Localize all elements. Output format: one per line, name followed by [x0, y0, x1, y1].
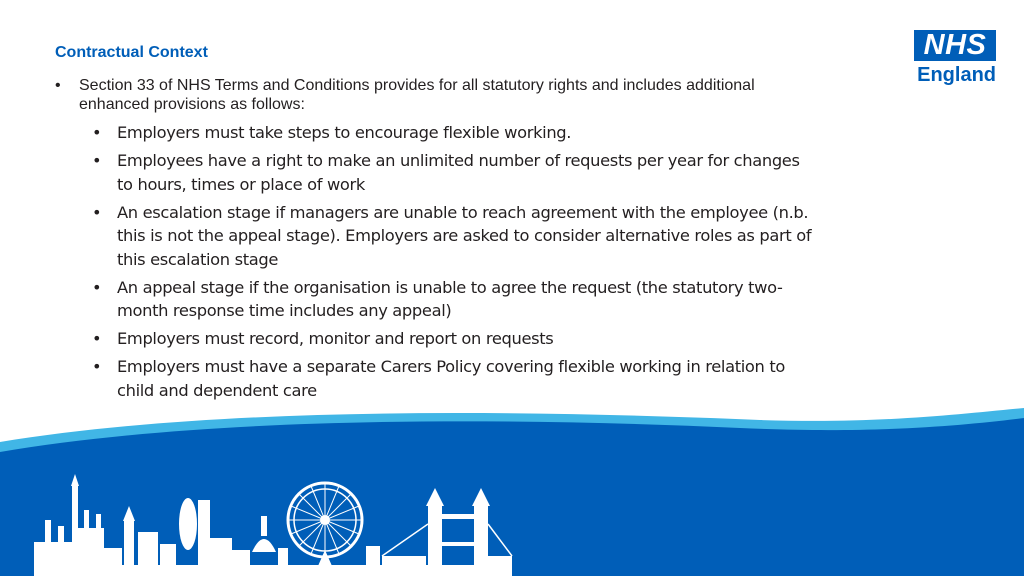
intro-bullet — [55, 76, 825, 114]
bullet-marker: • — [92, 123, 102, 142]
bullet-marker: • — [92, 277, 102, 297]
intro-bullet-marker: • — [55, 77, 61, 94]
bullet-marker: • — [92, 151, 102, 170]
bullet-marker: • — [92, 202, 102, 222]
intro-text: Section 33 of NHS Terms and Conditions provides for all statutory rights and includes additional enhanced provisions as follows: — [79, 77, 755, 113]
list-item — [92, 276, 817, 323]
list-item-text: Employees have a right to make an unlimited number of requests per year for changes to hours, times or place of work — [117, 151, 800, 194]
bullet-marker: • — [92, 357, 102, 376]
list-item — [92, 121, 817, 145]
nhs-england-logo — [914, 30, 996, 87]
list-item — [92, 201, 817, 272]
list-item-text: Employers must record, monitor and report on requests — [117, 329, 554, 348]
provisions-list — [92, 121, 817, 407]
list-item-text: Employers must have a separate Carers Policy covering flexible working in relation to child and dependent care — [117, 357, 785, 400]
list-item — [92, 149, 817, 196]
list-item-text: An escalation stage if managers are unable to reach agreement with the employee (n.b. this is not the appeal stage). Employers are asked to consider alternative roles as part of this escalation stage — [117, 202, 812, 269]
slide-title: Contractual Context — [55, 44, 208, 61]
list-item — [92, 327, 817, 351]
nhs-logo-sub: England — [917, 64, 996, 86]
london-skyline-footer — [0, 400, 1024, 576]
nhs-logo-mark: NHS — [914, 30, 996, 61]
list-item — [92, 355, 817, 402]
list-item-text: An appeal stage if the organisation is unable to agree the request (the statutory two-month response time includes any appeal) — [117, 277, 783, 320]
bullet-marker: • — [92, 329, 102, 348]
list-item-text: Employers must take steps to encourage flexible working. — [117, 123, 572, 142]
